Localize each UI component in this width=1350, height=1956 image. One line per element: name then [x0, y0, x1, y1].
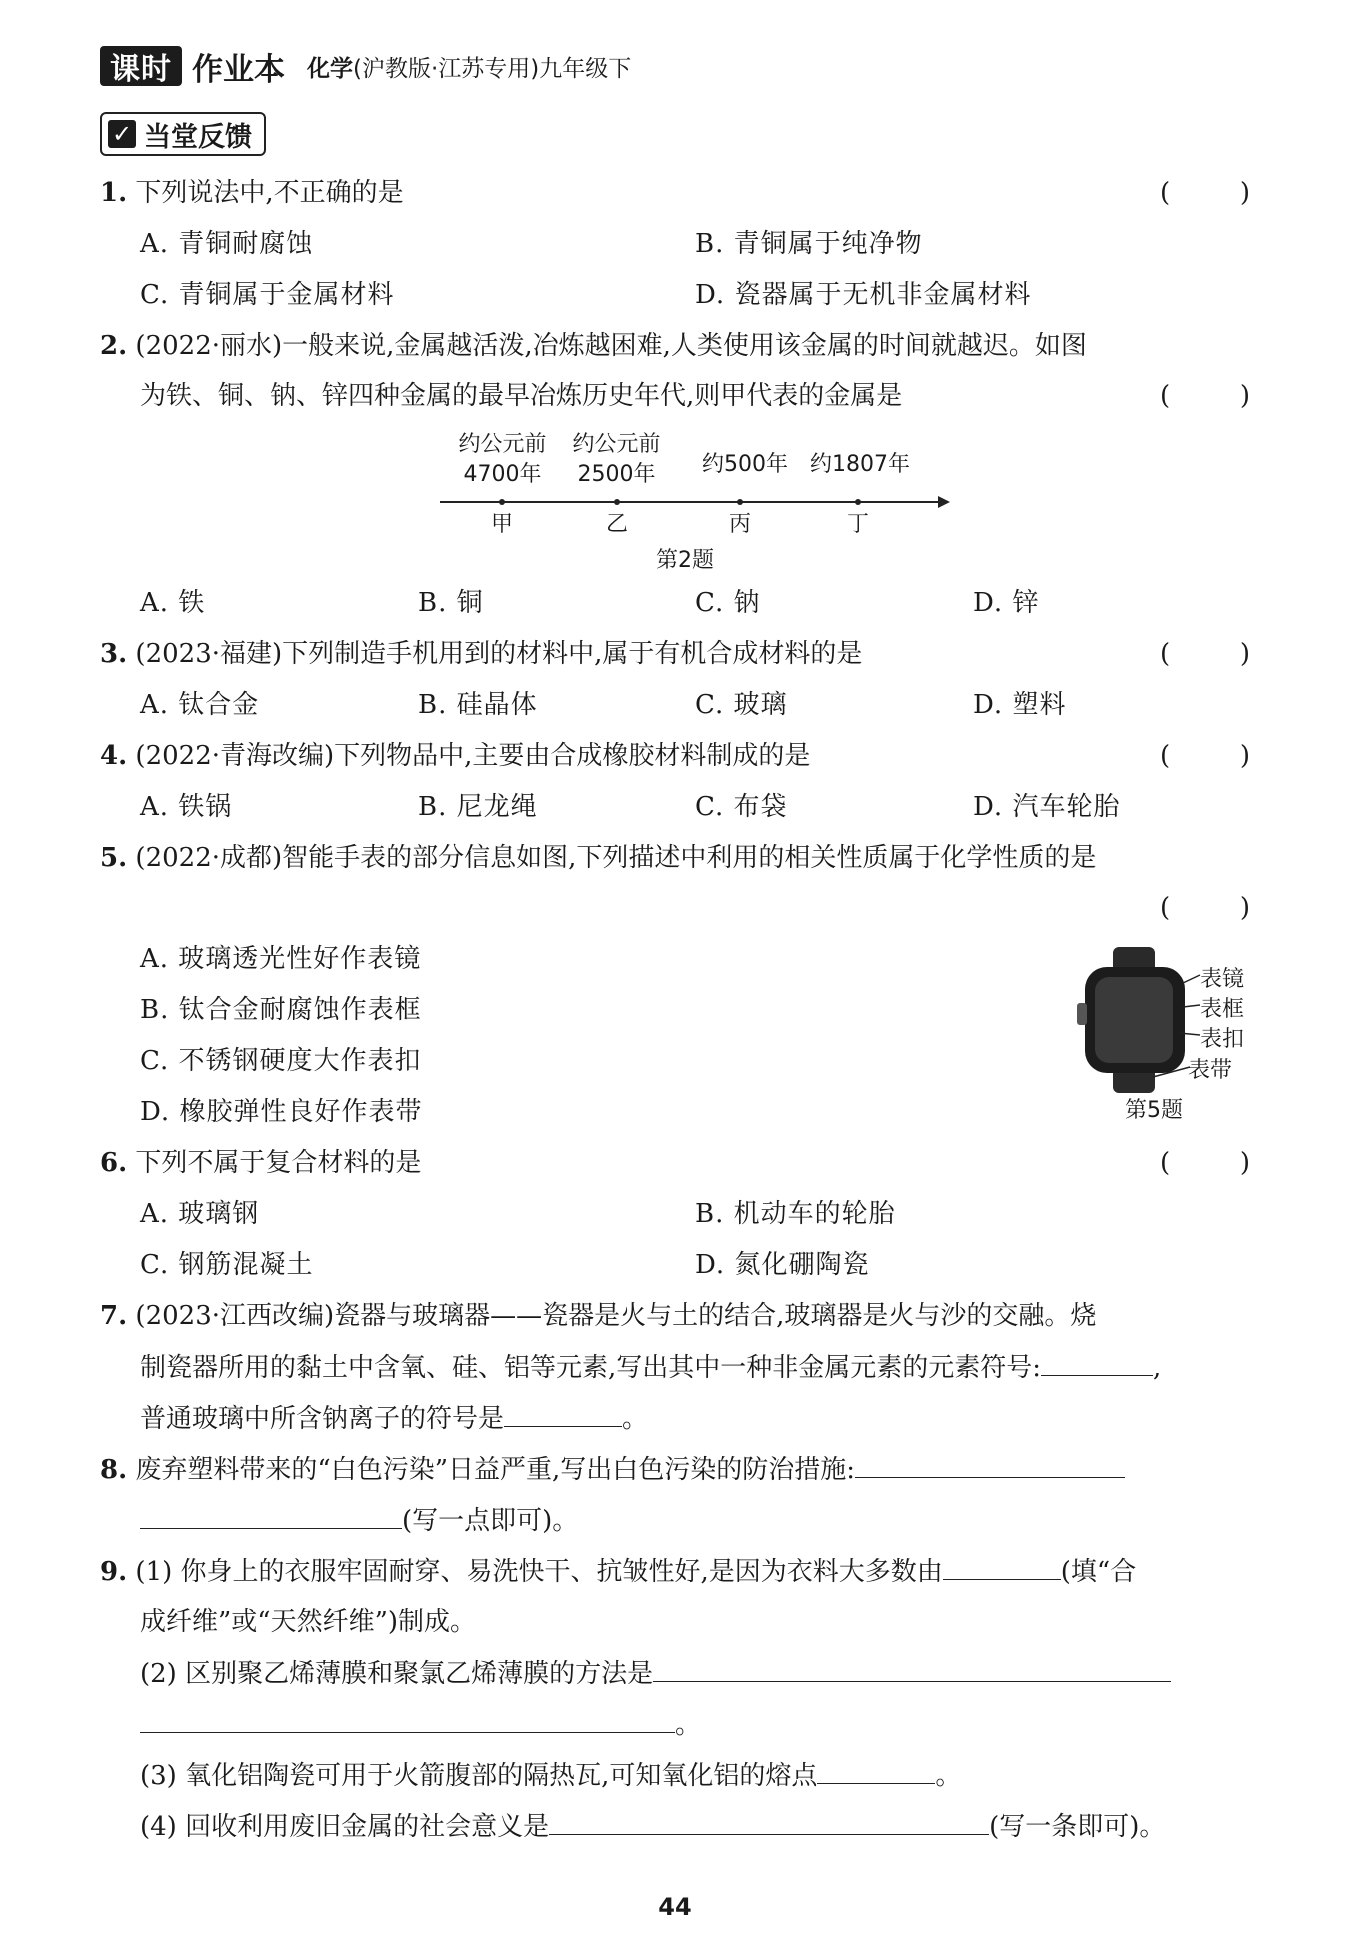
subject-info	[307, 50, 631, 83]
question-7-line3	[140, 1400, 648, 1437]
question-8-line2	[140, 1502, 578, 1539]
question-text: (2023·江西改编)瓷器与玻璃器——瓷器是火与土的结合,玻璃器是火与沙的交融。烧	[135, 1301, 1097, 1331]
option-c: C. 玻璃	[695, 690, 788, 720]
answer-blank[interactable]	[140, 1502, 402, 1529]
option-c: C. 钠	[695, 588, 761, 618]
question-text: (2022·丽水)一般来说,金属越活泼,冶炼越困难,人类使用该金属的时间就越迟。如图	[135, 331, 1087, 361]
answer-blank[interactable]	[1041, 1349, 1153, 1376]
question-number: 1.	[100, 178, 128, 208]
question-1-stem	[100, 175, 404, 211]
question-text: (2022·青海改编)下列物品中,主要由合成橡胶材料制成的是	[135, 741, 811, 771]
question-8-line1	[100, 1451, 1125, 1488]
answer-blank[interactable]	[140, 1706, 675, 1733]
option-a: A. 钛合金	[140, 690, 260, 720]
question-text: (1) 你身上的衣服牢固耐穿、易洗快干、抗皱性好,是因为衣料大多数由	[135, 1557, 943, 1587]
option-b: B. 尼龙绳	[418, 792, 538, 822]
subject-main: 化学	[307, 55, 353, 82]
bracket-close: )	[1239, 741, 1250, 771]
figure-caption: 第5题	[1125, 1098, 1183, 1123]
question-text: 普通玻璃中所含钠离子的符号是	[140, 1404, 505, 1434]
answer-blank[interactable]	[653, 1655, 1171, 1682]
question-5-stem	[100, 840, 1096, 876]
option-c: C. 不锈钢硬度大作表扣	[140, 1046, 422, 1076]
question-7-line1	[100, 1298, 1096, 1334]
option-d: D. 塑料	[973, 690, 1067, 720]
question-9-part1-line1	[100, 1553, 1136, 1590]
punctuation: 。	[675, 1710, 702, 1740]
bracket-close: )	[1239, 893, 1250, 923]
bracket-open: (	[1160, 178, 1171, 208]
timeline-point-jia: 甲	[490, 512, 513, 537]
option-c: C. 布袋	[695, 792, 788, 822]
section-title: 当堂反馈	[144, 121, 252, 153]
question-7-line2	[140, 1349, 1161, 1386]
answer-bracket	[1160, 738, 1250, 774]
age-line: 2500年	[577, 462, 656, 487]
question-9-part1-line2: 成纤维”或“天然纤维”)制成。	[140, 1607, 477, 1637]
option-b: B. 机动车的轮胎	[695, 1199, 896, 1229]
question-number: 6.	[100, 1148, 128, 1178]
answer-bracket	[1160, 890, 1250, 926]
bracket-open: (	[1160, 893, 1171, 923]
question-number: 9.	[100, 1557, 128, 1587]
question-9-part4	[140, 1808, 1165, 1845]
question-2-line1	[100, 328, 1087, 364]
question-text: (2) 区别聚乙烯薄膜和聚氯乙烯薄膜的方法是	[140, 1659, 654, 1689]
question-text: (2022·成都)智能手表的部分信息如图,下列描述中利用的相关性质属于化学性质的是	[135, 843, 1097, 873]
timeline-age-3	[690, 450, 800, 480]
option-d: D. 氮化硼陶瓷	[695, 1250, 870, 1280]
question-3-stem	[100, 636, 862, 672]
question-text: (写一点即可)。	[402, 1506, 579, 1536]
question-number: 3.	[100, 639, 128, 669]
answer-blank[interactable]	[855, 1451, 1125, 1478]
age-line: 约公元前	[572, 432, 661, 457]
timeline-age-4	[800, 450, 920, 480]
answer-bracket	[1160, 175, 1250, 211]
question-text: (填“合	[1060, 1557, 1137, 1587]
timeline-point-ding: 丁	[846, 512, 869, 537]
age-line: 约500年	[702, 452, 788, 477]
option-a: A. 玻璃透光性好作表镜	[140, 944, 422, 974]
question-number: 8.	[100, 1455, 128, 1485]
bracket-close: )	[1239, 381, 1250, 411]
timeline-point-bing: 丙	[728, 512, 751, 537]
checkbox-icon: ✓	[108, 120, 136, 148]
figure-caption: 第2题	[656, 548, 714, 573]
timeline-point-yi: 乙	[605, 512, 628, 537]
smartwatch-illustration	[1075, 945, 1205, 1095]
page-number: 44	[658, 1893, 692, 1921]
book-brand: 作业本	[192, 51, 285, 88]
question-text: 下列不属于复合材料的是	[135, 1148, 422, 1178]
punctuation: 。	[935, 1761, 962, 1791]
question-6-stem	[100, 1145, 421, 1181]
question-text: 制瓷器所用的黏土中含氧、硅、铝等元素,写出其中一种非金属元素的元素符号:	[140, 1353, 1042, 1383]
timeline-age-2	[564, 430, 669, 490]
question-9-part3	[140, 1757, 961, 1794]
question-9-part2-line1	[140, 1655, 1171, 1692]
question-number: 2.	[100, 331, 128, 361]
watch-label-strap: 表带	[1188, 1058, 1233, 1083]
question-4-stem	[100, 738, 810, 774]
option-b: B. 钛合金耐腐蚀作表框	[140, 995, 422, 1025]
watch-label-buckle: 表扣	[1200, 1027, 1245, 1052]
option-c: C. 钢筋混凝土	[140, 1250, 314, 1280]
book-logo: 课时	[100, 46, 182, 86]
answer-blank[interactable]	[549, 1808, 989, 1835]
question-number: 5.	[100, 843, 128, 873]
question-text: (写一条即可)。	[989, 1812, 1166, 1842]
option-a: A. 玻璃钢	[140, 1199, 260, 1229]
question-number: 7.	[100, 1301, 128, 1331]
punctuation: ,	[1153, 1353, 1162, 1383]
question-number: 4.	[100, 741, 128, 771]
option-b: B. 青铜属于纯净物	[695, 229, 923, 259]
age-line: 约1807年	[810, 452, 910, 477]
bracket-close: )	[1239, 639, 1250, 669]
age-line: 4700年	[463, 462, 542, 487]
option-b: B. 铜	[418, 588, 484, 618]
option-a: A. 铁锅	[140, 792, 233, 822]
question-text: 下列说法中,不正确的是	[135, 178, 404, 208]
question-2-line2: 为铁、铜、钠、锌四种金属的最早冶炼历史年代,则甲代表的金属是	[140, 381, 903, 411]
answer-blank[interactable]	[817, 1757, 935, 1784]
option-d: D. 瓷器属于无机非金属材料	[695, 280, 1032, 310]
option-b: B. 硅晶体	[418, 690, 538, 720]
bracket-close: )	[1239, 178, 1250, 208]
question-text: 废弃塑料带来的“白色污染”日益严重,写出白色污染的防治措施:	[135, 1455, 856, 1485]
bracket-close: )	[1239, 1148, 1250, 1178]
age-line: 约公元前	[458, 432, 547, 457]
option-a: A. 青铜耐腐蚀	[140, 229, 314, 259]
watch-label-frame: 表框	[1200, 997, 1245, 1022]
bracket-open: (	[1160, 639, 1171, 669]
bracket-open: (	[1160, 381, 1171, 411]
answer-bracket	[1160, 636, 1250, 672]
option-d: D. 橡胶弹性良好作表带	[140, 1097, 423, 1127]
bracket-open: (	[1160, 741, 1171, 771]
punctuation: 。	[622, 1404, 649, 1434]
subject-detail: (沪教版·江苏专用)九年级下	[353, 55, 632, 82]
answer-bracket	[1160, 1145, 1250, 1181]
page-header	[100, 44, 631, 88]
option-a: A. 铁	[140, 588, 206, 618]
section-header	[100, 112, 266, 156]
question-text: (3) 氧化铝陶瓷可用于火箭腹部的隔热瓦,可知氧化铝的熔点	[140, 1761, 818, 1791]
answer-blank[interactable]	[943, 1553, 1061, 1580]
option-d: D. 汽车轮胎	[973, 792, 1121, 822]
question-9-part2-line2	[140, 1706, 701, 1743]
question-text: (2023·福建)下列制造手机用到的材料中,属于有机合成材料的是	[135, 639, 863, 669]
option-c: C. 青铜属于金属材料	[140, 280, 395, 310]
timeline-age-1	[450, 430, 555, 490]
answer-blank[interactable]	[504, 1400, 622, 1427]
question-text: (4) 回收利用废旧金属的社会意义是	[140, 1812, 550, 1842]
option-d: D. 锌	[973, 588, 1040, 618]
answer-bracket	[1160, 378, 1250, 414]
bracket-open: (	[1160, 1148, 1171, 1178]
watch-label-lens: 表镜	[1200, 967, 1245, 992]
